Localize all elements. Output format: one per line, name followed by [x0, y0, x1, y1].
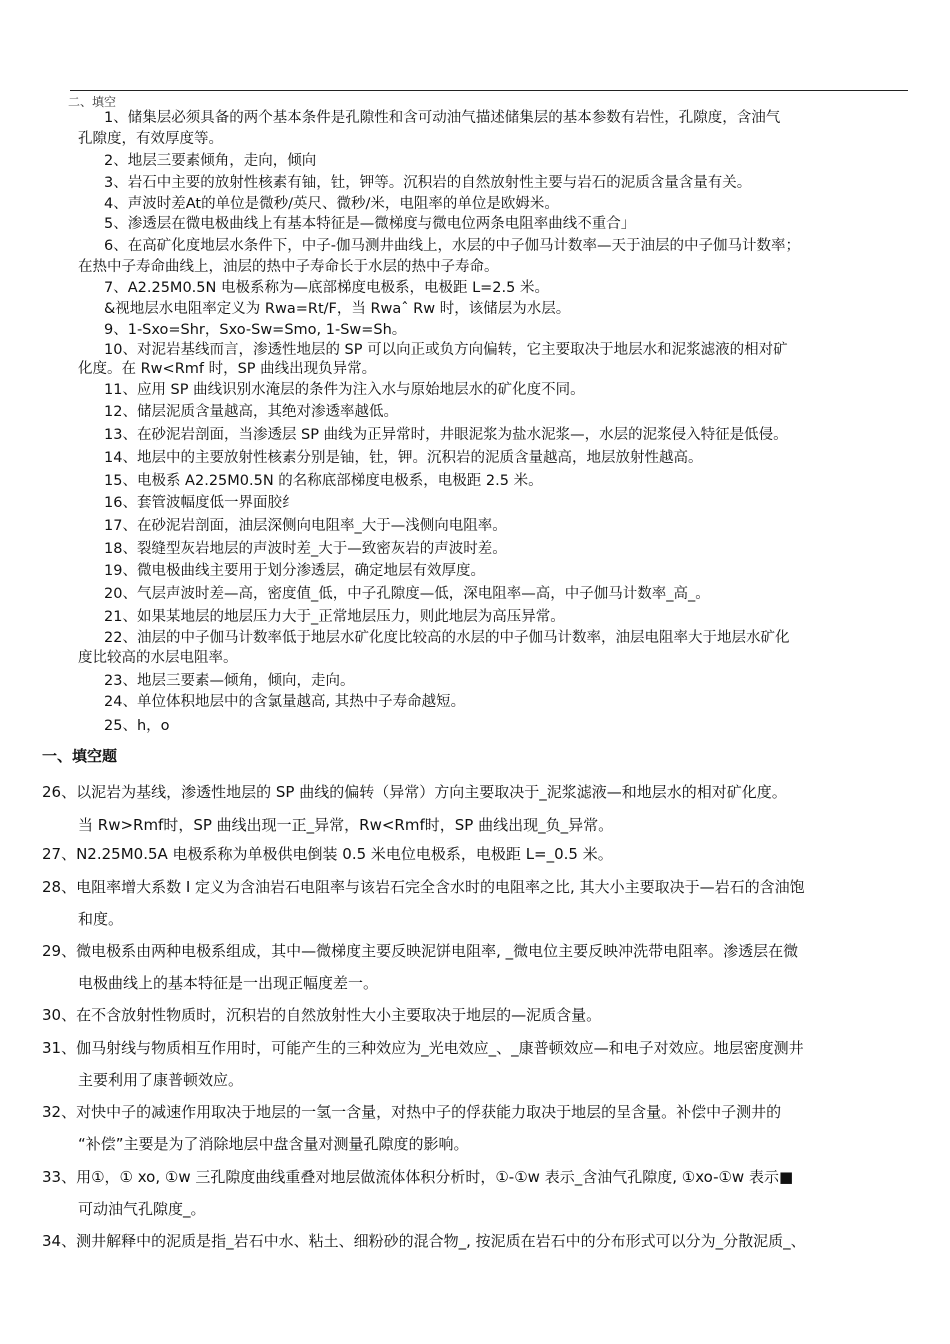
text-line: 6、在高矿化度地层水条件下，中子-伽马测井曲线上，水层的中子伽马计数率—天于油层的中子伽马计数率；	[104, 238, 800, 254]
text-line: 孔隙度，有效厚度等。	[78, 131, 223, 147]
text-line: 28、电阻率增大系数 I 定义为含油岩石电阻率与该岩石完全含水时的电阻率之比, 其大小主要取决于—岩石的含油饱	[42, 878, 805, 896]
text-line: 4、声波时差At的单位是微秒/英尺、微秒/米，电阻率的单位是欧姆米。	[104, 196, 559, 212]
text-line: 3、岩石中主要的放射性核素有铀，钍，钾等。沉积岩的自然放射性主要与岩石的泥质含量含量有关。	[104, 175, 752, 191]
text-line: 17、在砂泥岩剖面，油层深侧向电阻率_大于—浅侧向电阻率。	[104, 518, 507, 534]
text-line: 当 Rw>Rmf时，SP 曲线出现一正_异常，Rw<Rmf时，SP 曲线出现_负_异常。	[78, 816, 614, 834]
text-line: 主要利用了康普顿效应。	[78, 1071, 244, 1089]
text-line: 23、地层三要素—倾角，倾向，走向。	[104, 673, 355, 689]
section-small-heading: 二、填空	[68, 95, 117, 109]
text-line: &视地层水电阻率定义为 Rwa=Rt/F，当 Rwaˆ Rw 时，该储层为水层。	[104, 301, 571, 317]
text-line: 16、套管波幅度低一界面胶纟	[104, 495, 297, 511]
text-line: 19、微电极曲线主要用于划分渗透层，确定地层有效厚度。	[104, 563, 485, 579]
text-line: 29、微电极系由两种电极系组成，其中—微梯度主要反映泥饼电阻率, _微电位主要反映冲洗带电阻率。渗透层在微	[42, 942, 799, 960]
text-line: 1、储集层必须具备的两个基本条件是孔隙性和含可动油气描述储集层的基本参数有岩性，孔隙度，含油气	[104, 110, 781, 126]
text-line: 14、地层中的主要放射性核素分别是铀，钍，钾。沉积岩的泥质含量越高，地层放射性越高。	[104, 450, 703, 466]
text-line: 18、裂缝型灰岩地层的声波时差_大于—致密灰岩的声波时差。	[104, 541, 507, 557]
header-rule	[70, 90, 908, 91]
text-line: 30、在不含放射性物质时，沉积岩的自然放射性大小主要取决于地层的—泥质含量。	[42, 1006, 602, 1024]
text-line: 32、对快中子的减速作用取决于地层的一氢一含量，对热中子的俘获能力取决于地层的呈含量。补偿中子测井的	[42, 1103, 782, 1121]
text-line: 15、电极系 A2.25M0.5N 的名称底部梯度电极系，电极距 2.5 米。	[104, 473, 543, 489]
section-one-title: 一、填空题	[42, 747, 118, 765]
text-line: 27、N2.25M0.5A 电极系称为单极供电倒装 0.5 米电位电极系，电极距 L=_0.5 米。	[42, 845, 613, 863]
text-line: 24、单位体积地层中的含氯量越高, 其热中子寿命越短。	[104, 694, 466, 710]
text-line: 10、对泥岩基线而言，渗透性地层的 SP 可以向正或负方向偏转，它主要取决于地层水和泥浆滤液的相对矿	[104, 342, 788, 358]
text-line: 在热中子寿命曲线上，油层的热中子寿命长于水层的热中子寿命。	[78, 259, 499, 275]
text-line: 可动油气孔隙度_。	[78, 1200, 206, 1218]
text-line: 2、地层三要素倾角，走向，倾向	[104, 153, 317, 169]
text-line: 31、伽马射线与物质相互作用时，可能产生的三种效应为_光电效应_、_康普顿效应—和电子对效应。地层密度测井	[42, 1039, 804, 1057]
text-line: 33、用①，① xo, ①w 三孔隙度曲线重叠对地层做流体体积分析时，①-①w 表示_含油气孔隙度, ①xo-①w 表示■	[42, 1168, 794, 1186]
text-line: 和度。	[78, 910, 124, 928]
text-line: 21、如果某地层的地层压力大于_正常地层压力，则此地层为高压异常。	[104, 609, 565, 625]
text-line: 22、油层的中子伽马计数率低于地层水矿化度比较高的水层的中子伽马计数率，油层电阻率大于地层水矿化	[104, 630, 790, 646]
text-line: 20、气层声波时差—高，密度值_低，中子孔隙度—低，深电阻率—高，中子伽马计数率_高_。	[104, 586, 710, 602]
text-line: 9、1-Sxo=Shr，Sxo-Sw=Smo, 1-Sw=Sh。	[104, 322, 407, 338]
text-line: 度比较高的水层电阻率。	[78, 650, 238, 666]
text-line: 7、A2.25M0.5N 电极系称为—底部梯度电极系，电极距 L=2.5 米。	[104, 280, 549, 296]
text-line: “补偿”主要是为了消除地层中盘含量对测量孔隙度的影响。	[78, 1135, 469, 1153]
text-line: 电极曲线上的基本特征是一出现正幅度差一。	[78, 974, 379, 992]
text-line: 12、储层泥质含量越高，其绝对渗透率越低。	[104, 404, 398, 420]
text-line: 25、h，o	[104, 718, 170, 734]
text-line: 26、以泥岩为基线，渗透性地层的 SP 曲线的偏转（异常）方向主要取决于_泥浆滤液—和地层水的相对矿化度。	[42, 783, 787, 801]
text-line: 化度。在 Rw<Rmf 时，SP 曲线出现负异常。	[78, 361, 377, 377]
text-line: 5、渗透层在微电极曲线上有基本特征是—微梯度与微电位两条电阻率曲线不重合｣	[104, 216, 628, 232]
text-line: 11、应用 SP 曲线识别水淹层的条件为注入水与原始地层水的矿化度不同。	[104, 382, 585, 398]
text-line: 13、在砂泥岩剖面，当渗透层 SP 曲线为正异常时，井眼泥浆为盐水泥浆—，水层的泥浆侵入特征是低侵。	[104, 427, 788, 443]
text-line: 34、测井解释中的泥质是指_岩石中水、粘土、细粉砂的混合物_, 按泥质在岩石中的分布形式可以分为_分散泥质_、	[42, 1232, 806, 1250]
